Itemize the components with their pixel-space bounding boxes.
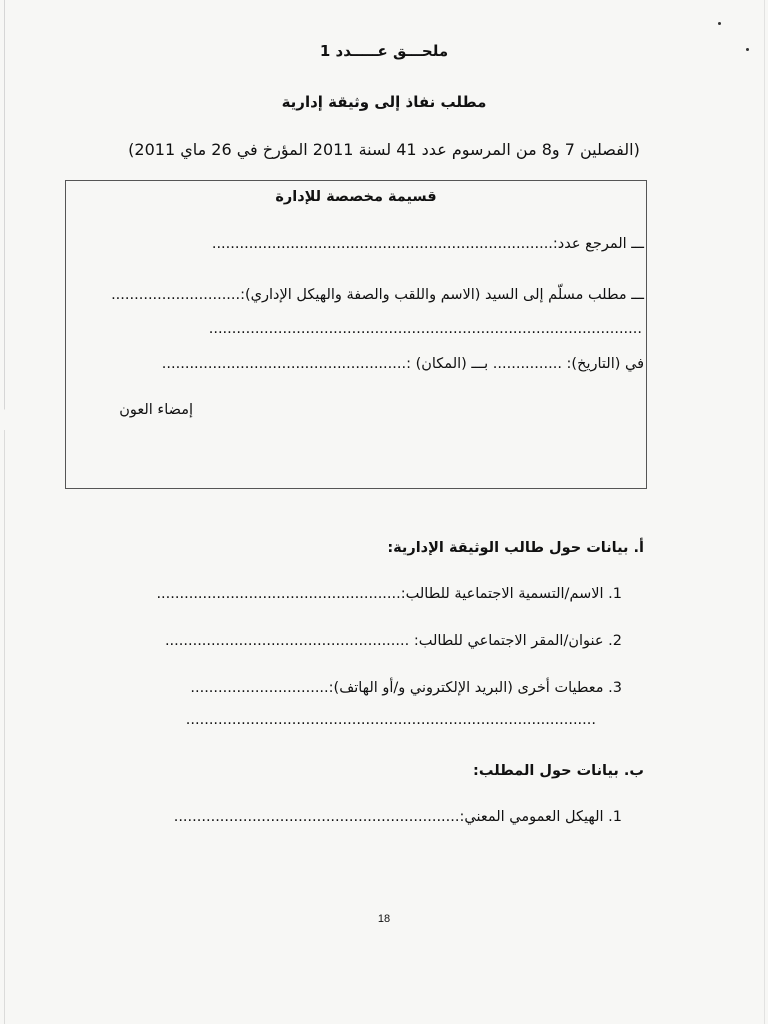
page-number: 18 — [377, 913, 391, 925]
document-title: مطلب نفاذ إلى وثيقة إدارية — [281, 93, 487, 111]
applicant-address-line: 2. عنوان/المقر الاجتماعي للطالب: ..................................................... — [164, 633, 622, 649]
date-place-line: في (التاريخ): ............... بـــ (المكان) :..................................................... — [161, 356, 644, 372]
scan-speck — [718, 22, 721, 25]
admin-section-title: قسيمة مخصصة للإدارة — [275, 189, 437, 205]
section-b-heading: ب. بيانات حول المطلب: — [473, 763, 644, 779]
delivered-to-continuation: .............................................................................................. — [208, 321, 642, 337]
agent-signature-label: إمضاء العون — [119, 402, 193, 418]
reference-number-line: ـــ المرجع عدد:.......................................................................... — [211, 236, 644, 252]
legal-reference: (الفصلين 7 و8 من المرسوم عدد 41 لسنة 2011 المؤرخ في 26 ماي 2011) — [128, 140, 640, 159]
annex-number: ملحـــق عـــــدد 1 — [319, 42, 449, 60]
delivered-to-line: ـــ مطلب مسلّم إلى السيد (الاسم واللقب والصفة والهيكل الإداري):............................ — [111, 287, 644, 303]
public-body-line: 1. الهيكل العمومي المعني:.............................................................. — [173, 809, 622, 825]
applicant-contact-continuation: ......................................................................................... — [185, 712, 596, 728]
section-a-heading: أ. بيانات حول طالب الوثيقة الإدارية: — [387, 540, 644, 556]
applicant-name-line: 1. الاسم/التسمية الاجتماعية للطالب:..................................................... — [156, 586, 622, 602]
applicant-contact-line: 3. معطيات أخرى (البريد الإلكتروني و/أو الهاتف):.............................. — [190, 680, 622, 696]
